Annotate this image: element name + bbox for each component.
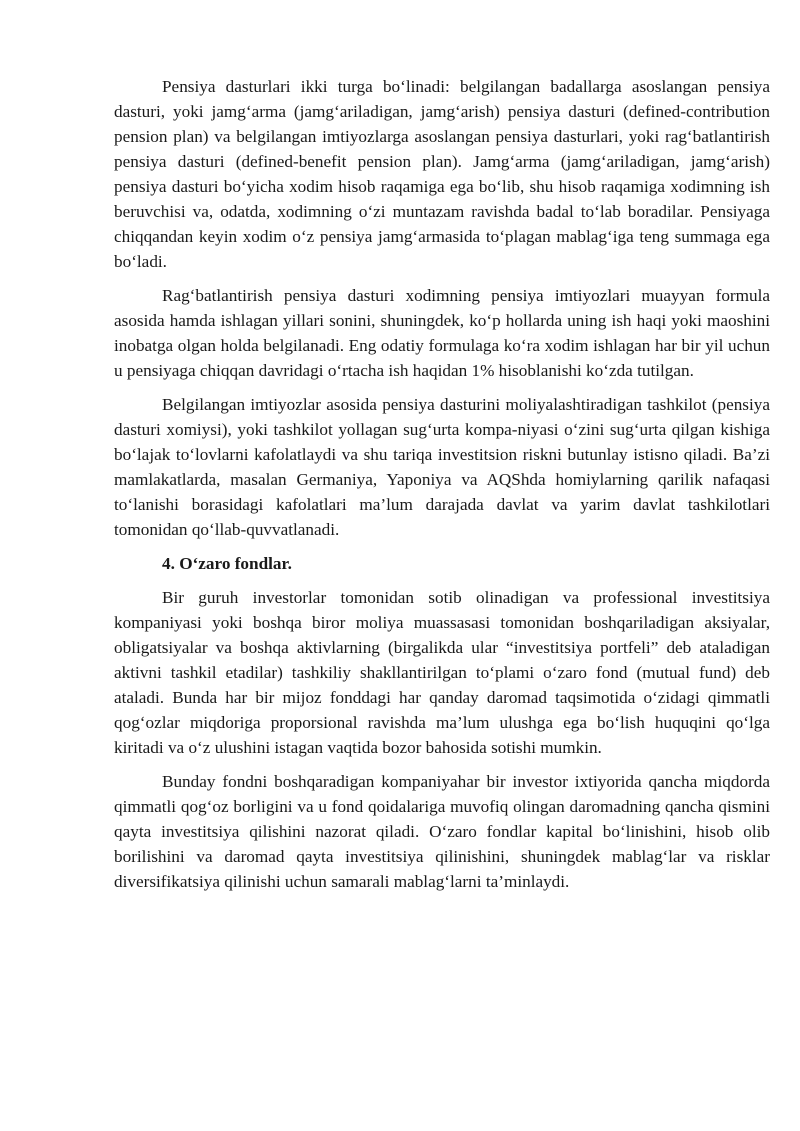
paragraph-guarantees: Belgilangan imtiyozlar asosida pensiya dasturini moliyalashtiradigan tashkilot (pensiya dasturi xomiysi), yoki tashkilot yollagan sug‘urta kompa-niyasi o‘zini sug‘urta qilgan kishiga bo‘lajak to‘lovlarni kafolatlaydi va shu tariqa investitsion riskni butunlay istisno qiladi. Ba’zi mamlakatlarda, masalan Germaniya, Yaponiya va AQShda homiylarning qarilik nafaqasi to‘lanishi borasidagi kafolatlari ma’lum darajada davlat va yarim davlat tashkilotlari tomonidan qo‘llab-quvvatlanadi. <box>114 395 770 539</box>
paragraph-mutual-fund-definition: Bir guruh investorlar tomonidan sotib olinadigan va professional investitsiya kompaniyasi yoki boshqa biror moliya muassasasi tomonidan boshqariladigan aksiyalar, obligatsiyalar va boshqa aktivlarning (birgalikda ular “investitsiya portfeli” deb ataladigan aktivni tashkil etadilar) tashkiliy shakllantirilgan to‘plami o‘zaro fond (mutual fund) deb ataladi. Bunda har bir mijoz fonddagi har qanday daromad taqsimotida o‘zidagi qimmatli qog‘ozlar miqdoriga proporsional ravishda ma’lum ulushga ega bo‘lish huquqini qo‘lga kiritadi va o‘z ulushini istagan vaqtida bozor bahosida sotishi mumkin. <box>114 588 770 757</box>
document-page <box>114 74 770 903</box>
paragraph-pension-types: Pensiya dasturlari ikki turga bo‘linadi: belgilangan badallarga asoslangan pensiya dasturi, yoki jamg‘arma (jamg‘ariladigan, jamg‘arish) pensiya dasturi (defined-contribution pension plan) va belgilangan imtiyozlarga asoslangan pensiya dasturlari, yoki rag‘batlantirish pensiya dasturi (defined-benefit pension plan). Jamg‘arma (jamg‘ariladigan, jamg‘arish) pensiya dasturi bo‘yicha xodim hisob raqamiga ega bo‘lib, shu hisob raqamiga xodimning ish beruvchisi va, odatda, xodimning o‘zi muntazam ravishda badal to‘lab boradilar. Pensiyaga chiqqandan keyin xodim o‘z pensiya jamg‘armasida to‘plagan mablag‘iga teng summaga ega bo‘ladi. <box>114 77 770 271</box>
paragraph-fund-management: Bunday fondni boshqaradigan kompaniyahar bir investor ixtiyorida qancha miqdorda qimmatli qog‘oz borligini va u fond qoidalariga muvofiq olingan daromadning qancha qismini qayta investitsiya qilishini nazorat qiladi. O‘zaro fondlar kapital bo‘linishini, hisob olib borilishini va daromad qayta investitsiya qilinishini, shuningdek mablag‘lar va risklar diversifikatsiya qilinishi uchun samarali mablag‘larni ta’minlaydi. <box>114 772 770 891</box>
paragraph-defined-benefit: Rag‘batlantirish pensiya dasturi xodimning pensiya imtiyozlari muayyan formula asosida hamda ishlagan yillari sonini, shuningdek, ko‘p hollarda uning ish haqi yoki maoshini inobatga olgan holda belgilanadi. Eng odatiy formulaga ko‘ra xodim ishlagan har bir yil uchun u pensiyaga chiqqan davridagi o‘rtacha ish haqidan 1% hisoblanishi ko‘zda tutilgan. <box>114 286 770 380</box>
section-heading-mutual-funds: 4. O‘zaro fondlar. <box>162 554 292 573</box>
